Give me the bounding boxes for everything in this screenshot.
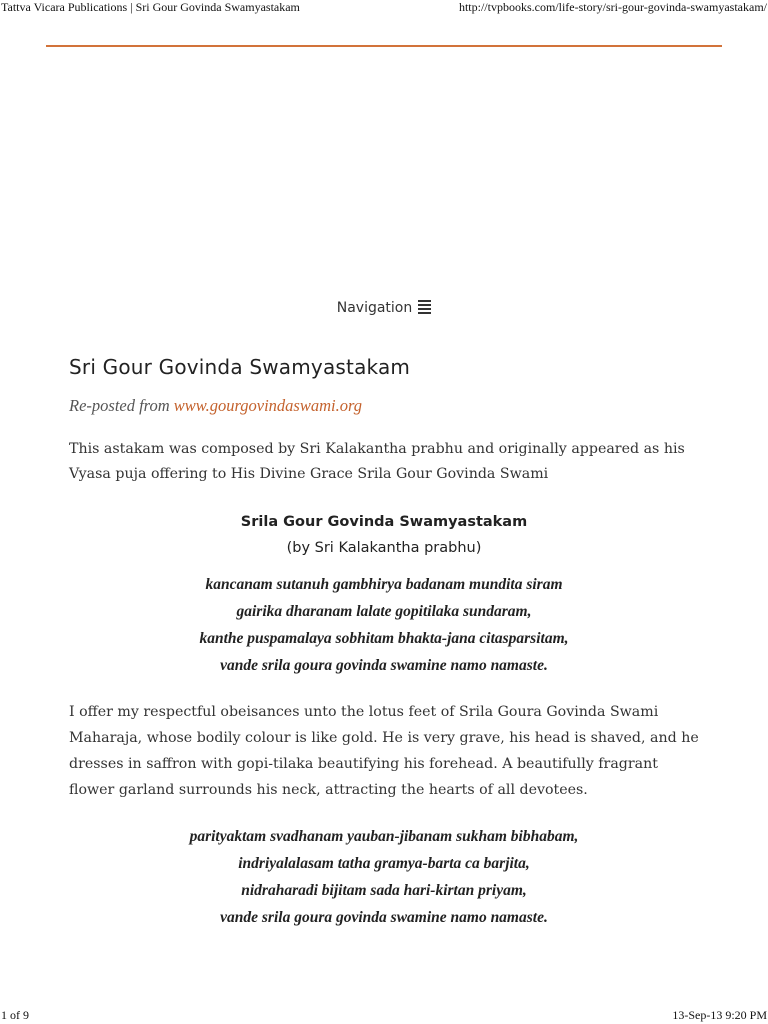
- source-link[interactable]: www.gourgovindaswami.org: [173, 396, 363, 415]
- verse-subtitle: (by Sri Kalakantha prabhu): [286, 540, 482, 556]
- print-datetime: 13-Sep-13 9:20 PM: [672, 1008, 767, 1022]
- verse-1: [69, 571, 699, 679]
- top-divider: [46, 45, 722, 47]
- verse-1-translation: I offer my respectful obeisances unto the lotus feet of Srila Goura Govinda Swami Maharaja, whose bodily colour is like gold. He is very grave, his head is shaved, and he dresses in saffron with gopi-tilaka beautifying his forehead. A beautifully fragrant flower garland surrounds his neck, attracting the hearts of all devotees.: [69, 704, 699, 798]
- intro-paragraph: This astakam was composed by Sri Kalakantha prabhu and originally appeared as his Vyasa puja offering to His Divine Grace Srila Gour Govinda Swami: [69, 441, 685, 482]
- navigation-label: Navigation: [336, 300, 413, 316]
- verse-2: [69, 823, 699, 931]
- verse-line: kancanam sutanuh gambhirya badanam mundita siram: [205, 576, 563, 593]
- verse-line: parityaktam svadhanam yauban-jibanam sukham bibhabam,: [189, 828, 579, 845]
- page-count: 1 of 9: [1, 1008, 29, 1022]
- print-url[interactable]: http://tvpbooks.com/life-story/sri-gour-govinda-swamyastakam/: [458, 0, 767, 14]
- print-page-title: Tattva Vicara Publications | Sri Gour Govinda Swamyastakam: [1, 0, 300, 14]
- verse-line: kanthe puspamalaya sobhitam bhakta-jana citasparsitam,: [199, 630, 569, 647]
- verse-line: nidraharadi bijitam sada hari-kirtan priyam,: [241, 882, 527, 899]
- print-header: [0, 0, 768, 16]
- verse-line: vande srila goura govinda swamine namo namaste.: [220, 657, 548, 674]
- print-footer: [0, 1008, 768, 1024]
- page-title: Sri Gour Govinda Swamyastakam: [69, 355, 411, 379]
- verse-line: vande srila goura govinda swamine namo namaste.: [220, 909, 548, 926]
- article: [69, 352, 699, 931]
- reposted-line: [69, 395, 699, 417]
- navigation-toggle[interactable]: [0, 298, 768, 318]
- reposted-prefix: Re-posted from: [69, 396, 170, 415]
- hamburger-menu-icon[interactable]: [418, 300, 431, 314]
- verse-title: Srila Gour Govinda Swamyastakam: [240, 514, 528, 530]
- verse-line: gairika dharanam lalate gopitilaka sundaram,: [236, 603, 532, 620]
- verse-line: indriyalalasam tatha gramya-barta ca barjita,: [238, 855, 530, 872]
